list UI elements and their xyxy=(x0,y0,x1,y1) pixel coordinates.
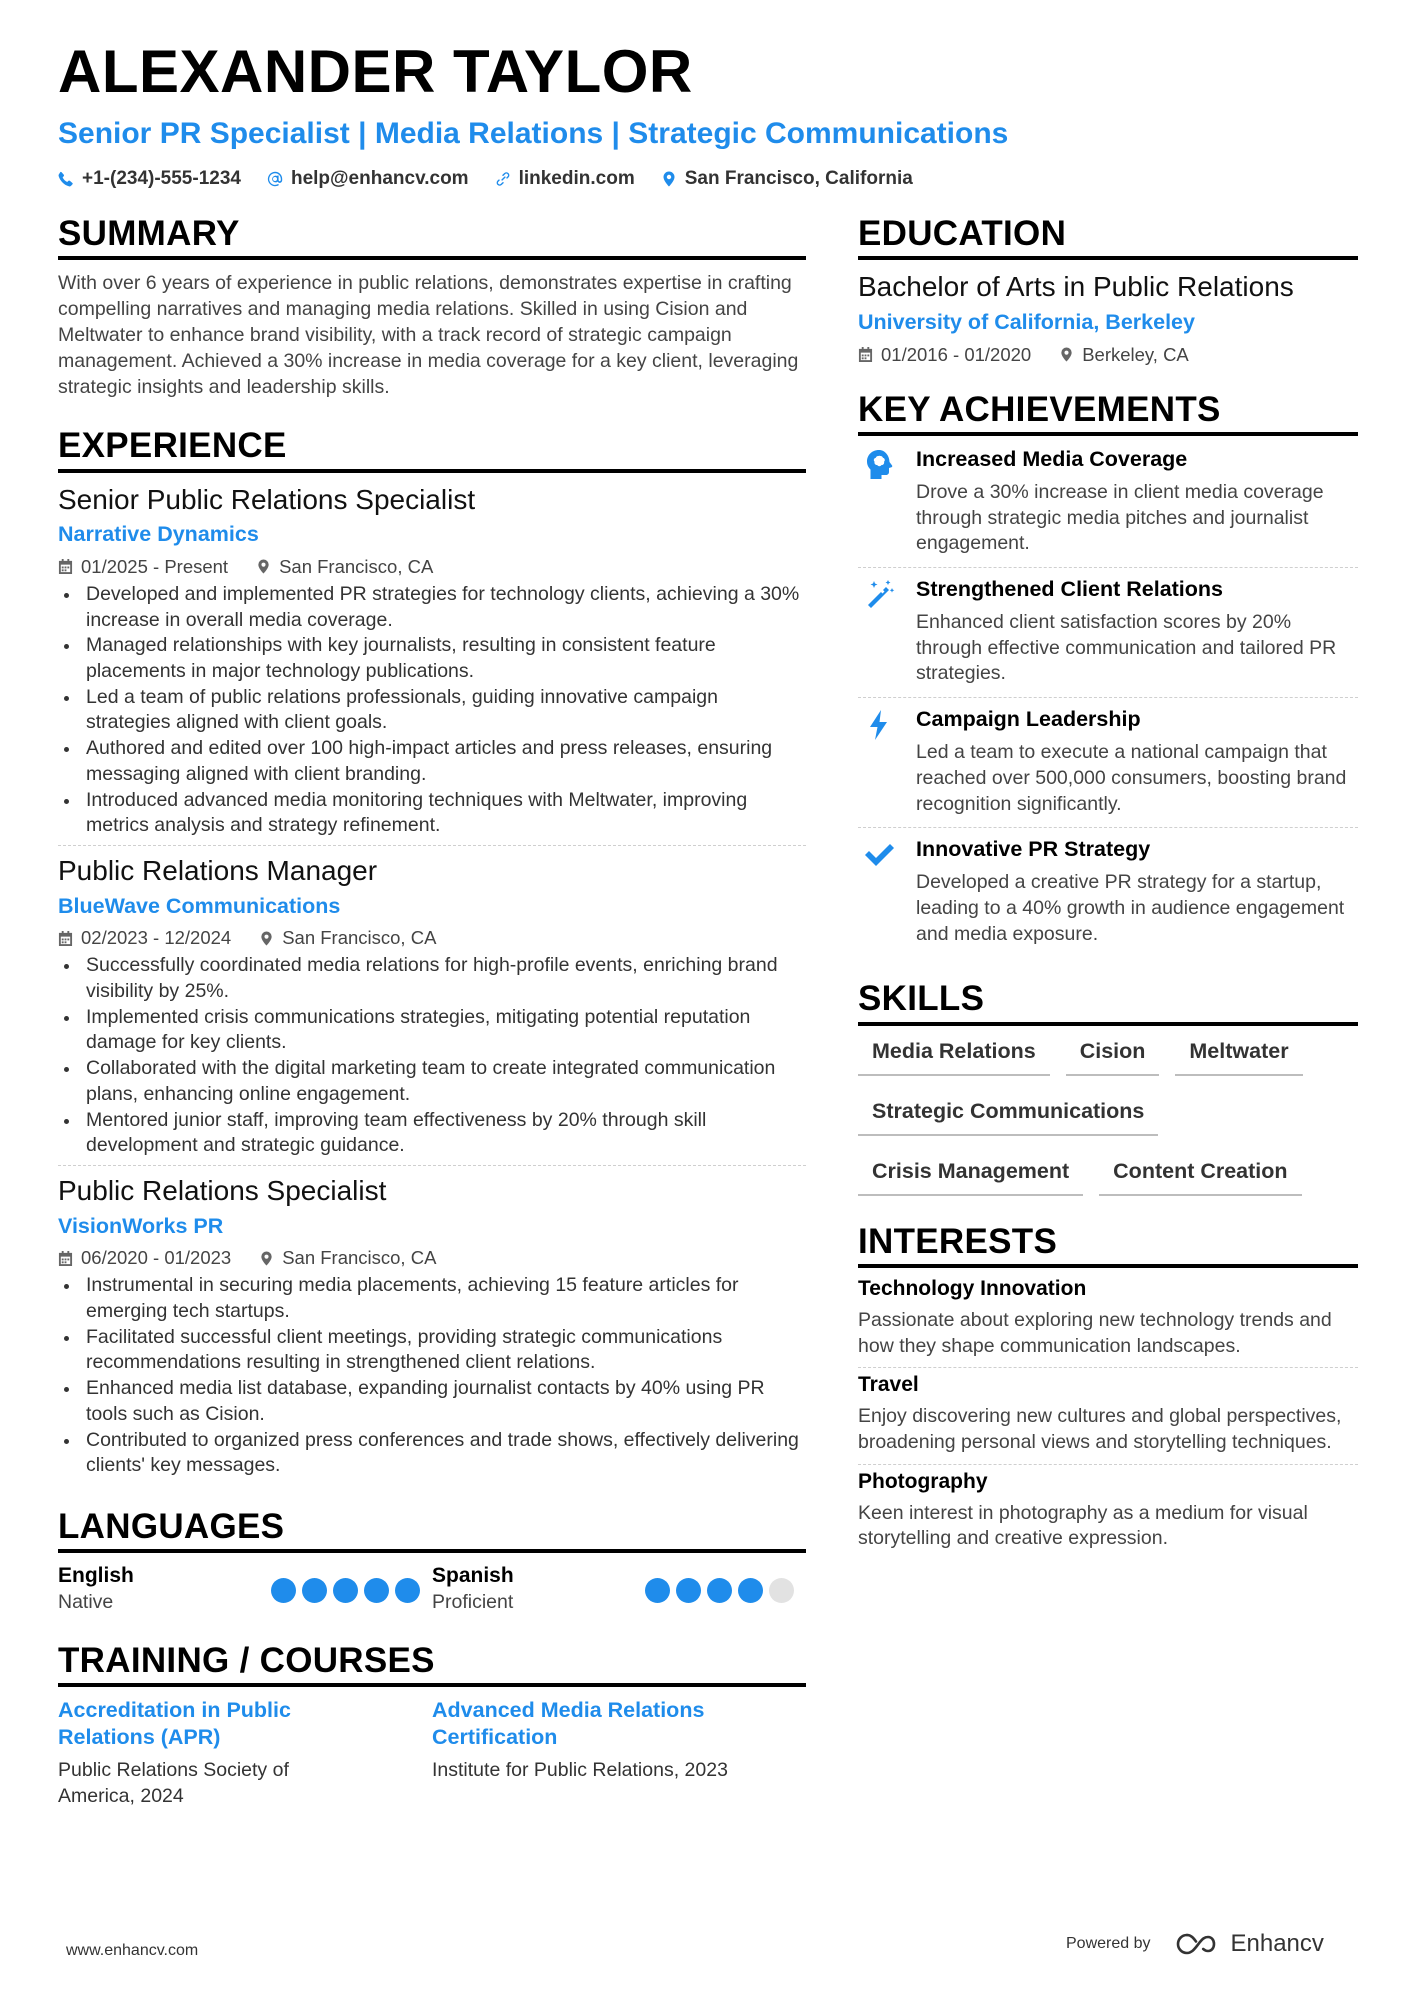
brand-logo[interactable] xyxy=(1175,1930,1324,1958)
magic-wand-icon xyxy=(862,578,896,612)
job-meta xyxy=(58,1247,806,1269)
location-pin-icon xyxy=(256,559,271,574)
achievements-heading: KEY ACHIEVEMENTS xyxy=(858,390,1358,436)
phone-icon xyxy=(58,171,74,187)
bullet-item: Introduced advanced media monitoring techniques with Meltwater, improving metrics analysis and strategy refinement. xyxy=(58,788,806,839)
job-dates xyxy=(58,1247,231,1269)
skill-tag: Media Relations xyxy=(858,1030,1050,1076)
linkedin-text: linkedin.com xyxy=(518,168,635,189)
degree-title: Bachelor of Arts in Public Relations xyxy=(858,271,1294,303)
job-dates-text: 01/2025 - Present xyxy=(81,555,229,577)
rating-dot xyxy=(271,1578,296,1603)
summary-heading: SUMMARY xyxy=(58,214,806,260)
rating-dot xyxy=(395,1578,420,1603)
job-location-text: San Francisco, CA xyxy=(279,555,434,577)
courses-heading: TRAINING / COURSES xyxy=(58,1641,806,1687)
language-level: Native xyxy=(58,1591,114,1614)
experience-entry xyxy=(58,483,806,846)
interest-title: Technology Innovation xyxy=(858,1276,1087,1300)
powered-by-text: Powered by xyxy=(1066,1935,1151,1952)
course-title: Accreditation in Public Relations (APR) xyxy=(58,1698,291,1750)
achievement-title: Increased Media Coverage xyxy=(916,446,1188,471)
experience-entry xyxy=(58,1174,806,1485)
interest-title: Photography xyxy=(858,1469,988,1493)
bullet-item: Contributed to organized press conferences and trade shows, effectively delivering clients' key messages. xyxy=(58,1428,806,1479)
skill-tag: Strategic Communications xyxy=(858,1090,1158,1136)
bullet-item: Led a team of public relations professionals, guiding innovative campaign strategies aligned with client goals. xyxy=(58,685,806,736)
experience-heading: EXPERIENCE xyxy=(58,426,806,472)
job-meta xyxy=(58,927,806,949)
candidate-name: ALEXANDER TAYLOR xyxy=(58,38,693,105)
achievement-item xyxy=(858,438,1358,568)
job-location xyxy=(259,1247,436,1269)
course-desc: Institute for Public Relations, 2023 xyxy=(432,1759,728,1782)
rating-dot xyxy=(738,1578,763,1603)
job-location xyxy=(259,927,436,949)
rating-dot xyxy=(364,1578,389,1603)
job-bullets xyxy=(58,1273,806,1479)
job-title: Senior Public Relations Specialist xyxy=(58,483,476,515)
location-pin-icon xyxy=(1059,347,1074,362)
job-bullets xyxy=(58,953,806,1159)
bullet-item: Developed and implemented PR strategies for technology clients, achieving a 30% increase in overall media coverage. xyxy=(58,582,806,633)
education-location-text: Berkeley, CA xyxy=(1082,343,1189,365)
bullet-item: Collaborated with the digital marketing team to create integrated communication plans, enhancing online engagement. xyxy=(58,1056,806,1107)
job-title: Public Relations Specialist xyxy=(58,1174,387,1206)
footer-branding xyxy=(1066,1930,1324,1958)
calendar-icon xyxy=(58,1251,73,1266)
location-pin-icon xyxy=(259,931,274,946)
achievement-item xyxy=(858,698,1358,828)
calendar-icon xyxy=(58,559,73,574)
course-title: Advanced Media Relations Certification xyxy=(432,1698,705,1750)
enhancv-logo-icon xyxy=(1175,1931,1221,1957)
rating-dot xyxy=(302,1578,327,1603)
bullet-item: Enhanced media list database, expanding journalist contacts by 40% using PR tools such as Cision. xyxy=(58,1376,806,1427)
achievement-title: Strengthened Client Relations xyxy=(916,577,1224,601)
skill-tag: Cision xyxy=(1066,1030,1160,1076)
brand-name: Enhancv xyxy=(1230,1930,1324,1957)
bullet-item: Authored and edited over 100 high-impact articles and press releases, ensuring messaging aligned with client branding. xyxy=(58,736,806,787)
phone-text: +1-(234)-555-1234 xyxy=(82,168,241,189)
experience-entry xyxy=(58,854,806,1166)
course-desc: Public Relations Society of America, 2024 xyxy=(58,1759,289,1808)
interests-section xyxy=(858,1222,1358,1560)
job-location-text: San Francisco, CA xyxy=(282,1247,437,1269)
rating-dot xyxy=(676,1578,701,1603)
job-title: Public Relations Manager xyxy=(58,854,378,886)
language-name: English xyxy=(58,1564,134,1588)
job-location xyxy=(256,556,433,578)
education-heading: EDUCATION xyxy=(858,214,1358,260)
interest-item xyxy=(858,1368,1358,1464)
at-icon xyxy=(267,171,283,187)
bullet-item: Successfully coordinated media relations for high-profile events, enriching brand visibility by 25%. xyxy=(58,953,806,1004)
skills-section xyxy=(858,979,1358,1195)
course-item xyxy=(58,1697,432,1809)
job-dates-text: 02/2023 - 12/2024 xyxy=(81,927,232,949)
education-dates-text: 01/2016 - 01/2020 xyxy=(881,343,1032,365)
left-column xyxy=(58,214,806,1809)
education-dates xyxy=(858,344,1031,366)
job-dates xyxy=(58,927,231,949)
bullet-item: Facilitated successful client meetings, providing strategic communications recommendations resulting in strengthened client relations. xyxy=(58,1325,806,1376)
courses-list xyxy=(58,1697,806,1809)
skill-tag: Crisis Management xyxy=(858,1150,1083,1196)
achievement-desc: Enhanced client satisfaction scores by 20% through effective communication and tailored PR strategies. xyxy=(916,611,1337,685)
summary-text: With over 6 years of experience in public relations, demonstrates expertise in crafting compelling narratives and managing media relations. Skilled in using Cision and Meltwater to enhance brand visibility, with a track record of strategic campaign management. Achieved a 30% increase in media coverage for a key client, leveraging strategic insights and leadership skills. xyxy=(58,272,799,399)
contact-bar xyxy=(58,168,913,190)
skill-tag: Meltwater xyxy=(1175,1030,1302,1076)
lightning-icon xyxy=(862,708,896,742)
education-location xyxy=(1059,344,1189,366)
rating-dot xyxy=(707,1578,732,1603)
courses-section xyxy=(58,1641,806,1809)
achievements-section xyxy=(858,390,1358,958)
school-name: University of California, Berkeley xyxy=(858,309,1195,334)
languages-list xyxy=(58,1563,806,1615)
location-pin-icon xyxy=(661,171,677,187)
interest-item xyxy=(858,1272,1358,1368)
languages-heading: LANGUAGES xyxy=(58,1507,806,1553)
footer-website[interactable]: www.enhancv.com xyxy=(66,1942,199,1959)
language-level: Proficient xyxy=(432,1591,514,1614)
achievement-item xyxy=(858,828,1358,957)
skills-list xyxy=(858,1030,1358,1196)
right-column xyxy=(858,214,1358,1560)
interest-desc: Keen interest in photography as a medium for visual storytelling and creative expression. xyxy=(858,1501,1308,1550)
location-text: San Francisco, California xyxy=(684,168,913,189)
language-item xyxy=(432,1563,806,1615)
email-text: help@enhancv.com xyxy=(290,168,469,189)
bullet-item: Implemented crisis communications strategies, mitigating potential reputation damage for key clients. xyxy=(58,1005,806,1056)
calendar-icon xyxy=(858,347,873,362)
achievement-title: Innovative PR Strategy xyxy=(916,837,1151,862)
language-rating xyxy=(645,1578,794,1615)
achievement-title: Campaign Leadership xyxy=(916,707,1141,732)
job-location-text: San Francisco, CA xyxy=(282,927,437,949)
language-name: Spanish xyxy=(432,1564,514,1588)
link-icon xyxy=(495,171,511,187)
location-pin-icon xyxy=(259,1251,274,1266)
company-name: Narrative Dynamics xyxy=(58,522,259,547)
skills-heading: SKILLS xyxy=(858,979,1358,1025)
calendar-icon xyxy=(58,931,73,946)
interest-desc: Passionate about exploring new technology trends and how they shape communication landscapes. xyxy=(858,1308,1332,1357)
job-meta xyxy=(58,556,806,578)
course-item xyxy=(432,1697,806,1809)
achievement-desc: Led a team to execute a national campaign that reached over 500,000 consumers, boosting brand recognition significantly. xyxy=(916,741,1347,815)
rating-dot xyxy=(769,1578,794,1603)
contact-phone[interactable] xyxy=(58,168,241,190)
contact-linkedin[interactable] xyxy=(495,168,635,190)
interest-item xyxy=(858,1465,1358,1560)
languages-section xyxy=(58,1507,806,1615)
language-rating xyxy=(271,1578,420,1615)
job-bullets xyxy=(58,582,806,839)
achievement-desc: Drove a 30% increase in client media coverage through strategic media pitches and journalist engagement. xyxy=(916,480,1324,555)
experience-section xyxy=(58,426,806,1485)
headline: Senior PR Specialist | Media Relations | Strategic Communications xyxy=(58,117,1009,150)
rating-dot xyxy=(333,1578,358,1603)
language-item xyxy=(58,1563,432,1615)
contact-location xyxy=(661,168,913,190)
education-section xyxy=(858,214,1358,366)
head-icon xyxy=(862,448,896,482)
checkmark-icon xyxy=(862,838,896,872)
company-name: BlueWave Communications xyxy=(58,893,341,918)
skill-tag: Content Creation xyxy=(1099,1150,1301,1196)
achievement-desc: Developed a creative PR strategy for a startup, leading to a 40% growth in audience engagement and media exposure. xyxy=(916,871,1345,945)
interest-desc: Enjoy discovering new cultures and global perspectives, broadening personal views and storytelling techniques. xyxy=(858,1405,1342,1453)
achievement-item xyxy=(858,568,1358,698)
rating-dot xyxy=(645,1578,670,1603)
bullet-item: Instrumental in securing media placements, achieving 15 feature articles for emerging tech startups. xyxy=(58,1273,806,1324)
education-meta xyxy=(858,344,1358,366)
interest-title: Travel xyxy=(858,1373,919,1397)
job-dates xyxy=(58,556,228,578)
summary-section xyxy=(58,214,806,400)
company-name: VisionWorks PR xyxy=(58,1213,224,1238)
interests-heading: INTERESTS xyxy=(858,1222,1358,1268)
bullet-item: Mentored junior staff, improving team effectiveness by 20% through skill development and strategic guidance. xyxy=(58,1108,806,1159)
bullet-item: Managed relationships with key journalists, resulting in consistent feature placements in major technology publications. xyxy=(58,633,806,684)
job-dates-text: 06/2020 - 01/2023 xyxy=(81,1247,232,1269)
contact-email[interactable] xyxy=(267,168,469,190)
